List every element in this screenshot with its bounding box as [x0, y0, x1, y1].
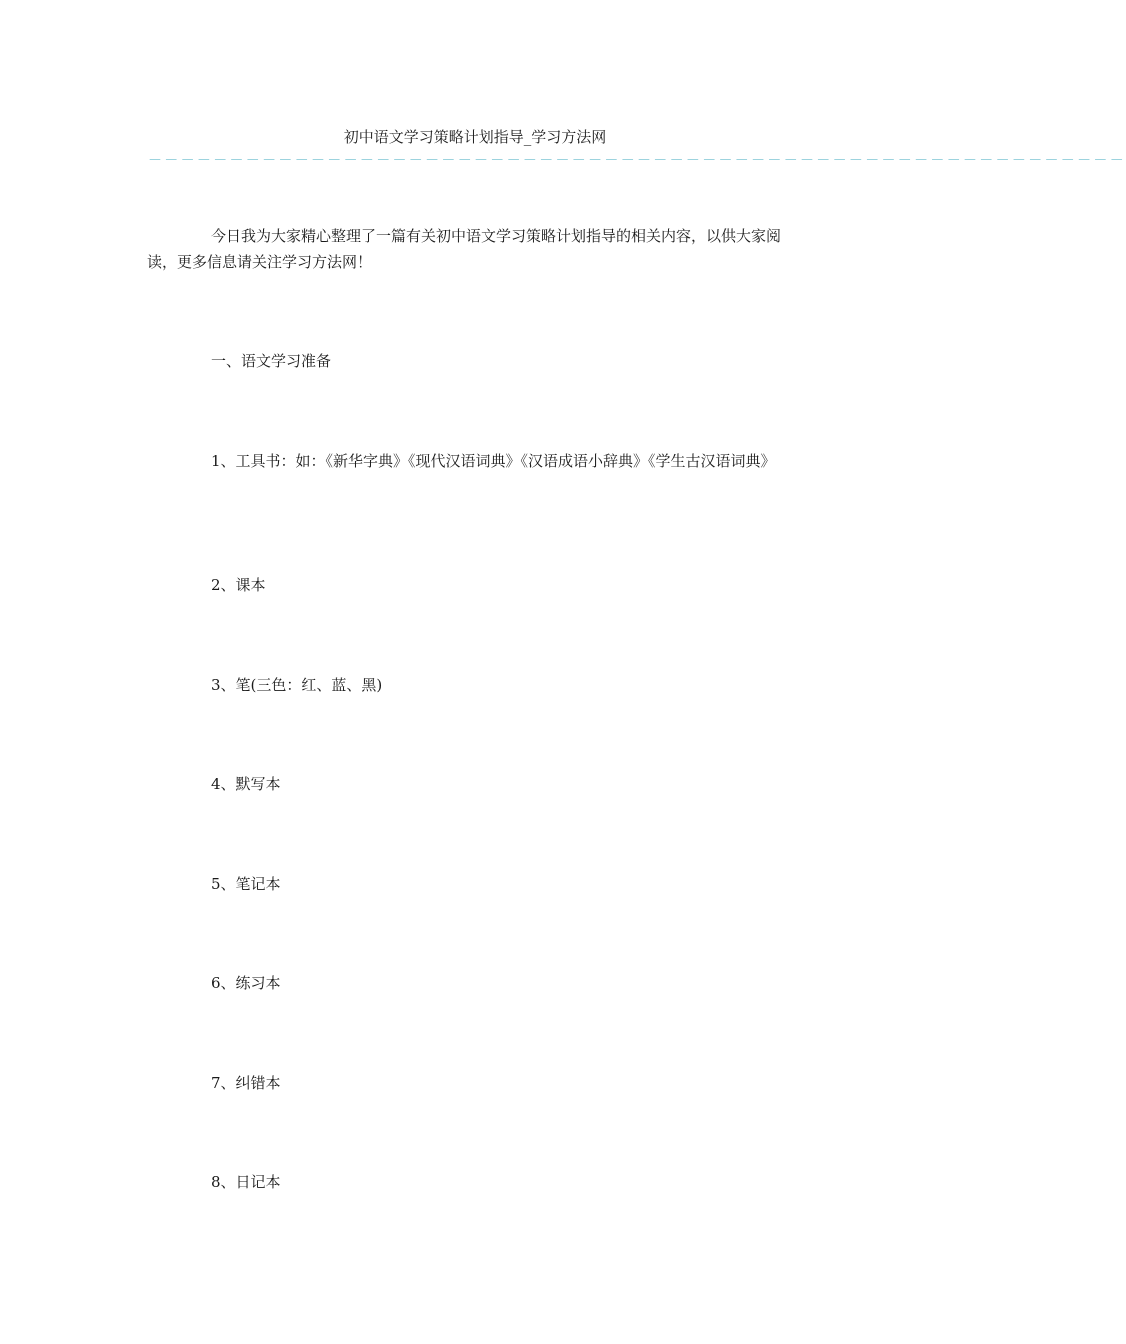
- list-item-notebook: 5、笔记本: [211, 875, 281, 893]
- section-heading: 一、语文学习准备: [211, 352, 332, 370]
- list-item-pens: 3、笔(三色：红、蓝、黑): [211, 676, 383, 694]
- list-item-dictation-book: 4、默写本: [211, 775, 281, 793]
- list-item-reference-books: 1、工具书：如：《新华字典》《现代汉语词典》《汉语成语小辞典》《学生古汉语词典》: [211, 452, 776, 470]
- list-item-exercise-book: 6、练习本: [211, 974, 281, 992]
- title-underline-rule: －－－－－－－－－－－－－－－－－－－－－－－－－－－－－－－－－－－－－－－－－－－－－－－－－－－－－－－－－－－－: [148, 153, 1126, 169]
- list-item-textbook: 2、课本: [211, 576, 266, 594]
- intro-paragraph: 今日我为大家精心整理了一篇有关初中语文学习策略计划指导的相关内容，以供大家阅读，更多信息请关注学习方法网！: [147, 227, 782, 271]
- list-item-error-book: 7、纠错本: [211, 1074, 281, 1092]
- list-item-diary: 8、日记本: [211, 1173, 281, 1191]
- document-title: 初中语文学习策略计划指导_学习方法网: [343, 128, 607, 146]
